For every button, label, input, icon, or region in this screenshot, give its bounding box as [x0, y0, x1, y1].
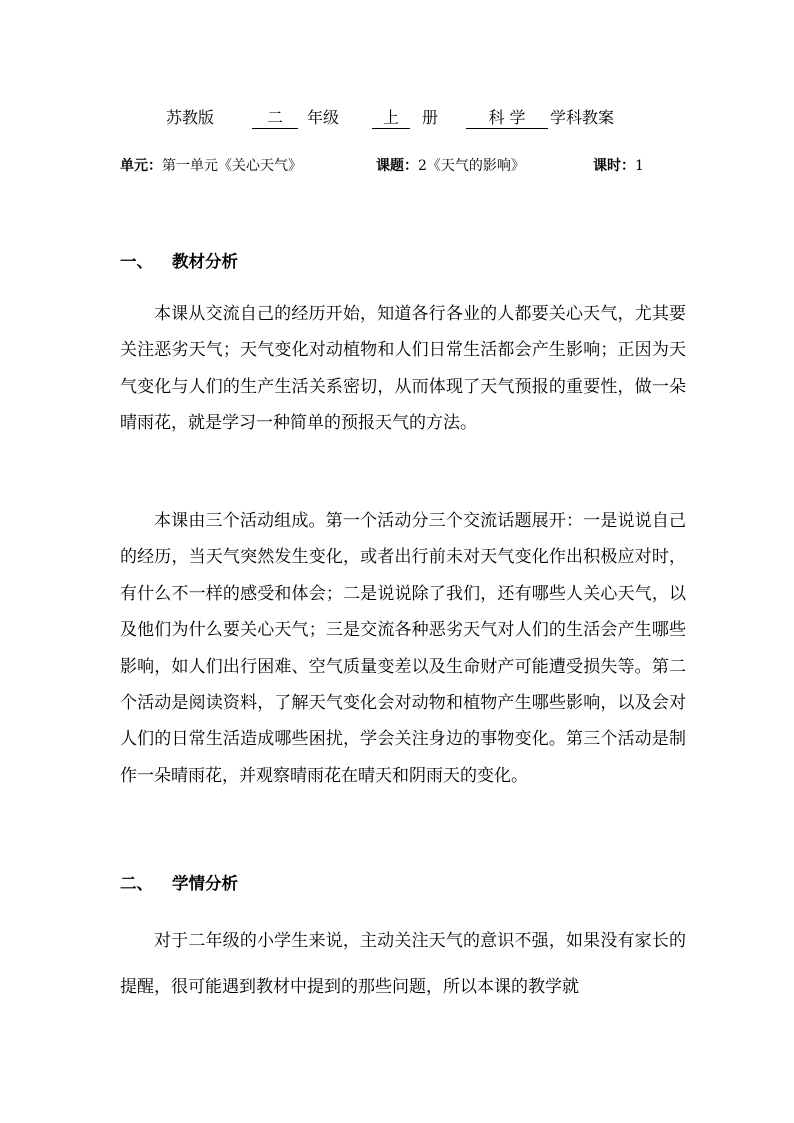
- paragraph: 本课从交流自己的经历开始，知道各行各业的人都要关心天气，尤其要关注恶劣天气；天气变化对动植物和人们日常生活都会产生影响；正因为天气变化与人们的生产生活关系密切，从而体现了天气预报的重要性，做一朵晴雨花，就是学习一种简单的预报天气的方法。: [120, 304, 686, 434]
- period-value: 1: [635, 158, 644, 174]
- unit-info: [120, 155, 302, 177]
- grade-label: 年级: [307, 108, 340, 127]
- topic-info: [376, 155, 525, 177]
- subject-field: [466, 106, 548, 130]
- period-info: [593, 155, 644, 177]
- lesson-meta-line: [0, 155, 794, 177]
- publisher-label: 苏教版: [166, 108, 215, 127]
- topic-value: 2《天气的影响》: [418, 158, 525, 174]
- volume-field: [372, 106, 410, 130]
- unit-value: 第一单元《关心天气》: [162, 158, 302, 174]
- section-title: 教材分析: [172, 252, 238, 271]
- paragraph: 对于二年级的小学生来说，主动关注天气的意识不强，如果没有家长的提醒，很可能遇到教材中提到的那些问题，所以本课的教学就: [120, 931, 686, 997]
- volume-label: 册: [422, 108, 439, 127]
- grade-field: [252, 106, 298, 130]
- topic-label: 课题：: [376, 158, 418, 174]
- period-label: 课时：: [593, 158, 635, 174]
- paragraph: 本课由三个活动组成。第一个活动分三个交流话题展开：一是说说自己的经历，当天气突然发生变化，或者出行前未对天气变化作出积极应对时，有什么不一样的感受和体会；二是说说除了我们，还有哪些人关心天气，以及他们为什么要关心天气；三是交流各种恶劣天气对人们的生活会产生哪些影响，如人们出行困难、空气质量变差以及生命财产可能遭受损失等。第二个活动是阅读资料，了解天气变化会对动物和植物产生哪些影响，以及会对人们的日常生活造成哪些困扰，学会关注身边的事物变化。第三个活动是制作一朵晴雨花，并观察晴雨花在晴天和阴雨天的变化。: [120, 511, 686, 786]
- doc-type-label: 学科教案: [550, 108, 615, 127]
- document-title-line: [0, 106, 794, 130]
- unit-label: 单元：: [120, 158, 162, 174]
- subject-value: 科 学: [466, 108, 548, 129]
- section-heading-textbook-analysis: [120, 249, 238, 275]
- volume-value: 上: [372, 108, 410, 129]
- grade-value: 二: [252, 108, 298, 129]
- section-number: 一、: [120, 252, 153, 271]
- section-heading-learner-analysis: [120, 871, 238, 897]
- section-number: 二、: [120, 874, 153, 893]
- section-title: 学情分析: [172, 874, 238, 893]
